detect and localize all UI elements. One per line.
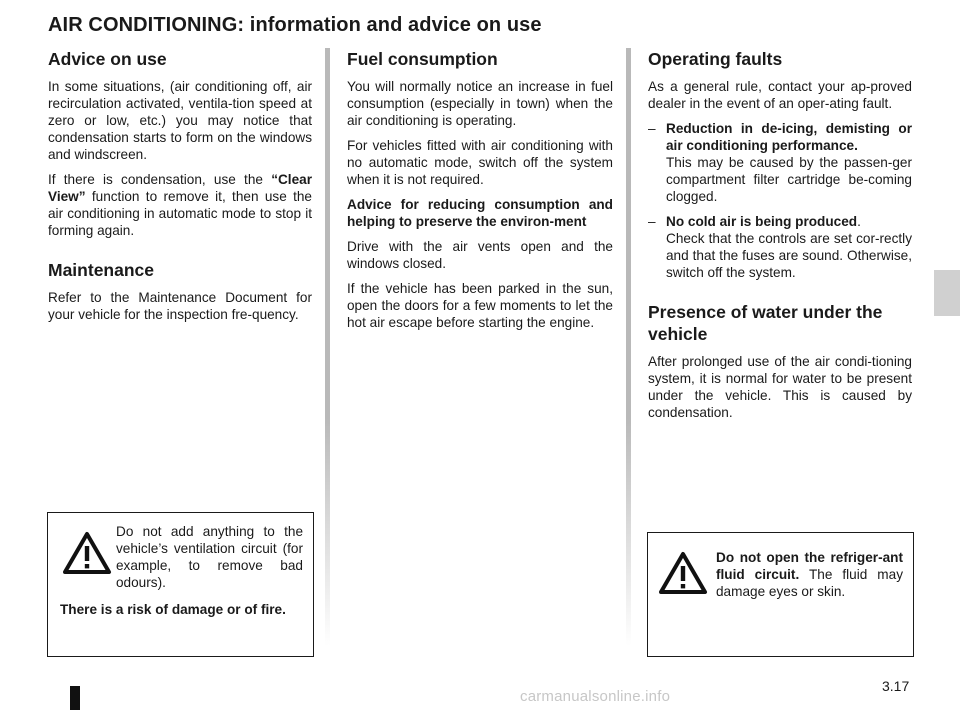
warning-text: Do not add anything to the vehicle’s ventilation circuit (for example, to remove bad odours). (116, 524, 303, 590)
warning-box-ventilation (47, 512, 314, 657)
column-divider (626, 48, 631, 646)
maintenance-heading: Maintenance (48, 260, 154, 280)
fault-item-text: This may be caused by the passen-ger compartment filter cartridge be-coming clogged. (666, 155, 912, 204)
fault-item-title: No cold air is being produced (666, 214, 858, 229)
fuel-paragraph-5: If the vehicle has been parked in the sun, open the doors for a few moments to let the hot air escape before starting the engine. (347, 281, 613, 330)
warning-triangle-icon (62, 531, 112, 575)
advice-paragraph-2 (48, 171, 312, 239)
warning-text-bold: There is a risk of damage or of fire. (60, 602, 286, 617)
maintenance-paragraph: Refer to the Maintenance Document for your vehicle for the inspection fre-quency. (48, 290, 312, 322)
advice-paragraph-1: In some situations, (air conditioning off, air recirculation activated, ventila-tion speed at zero or low, etc.) you may notice that condensation starts to form on the windows and windscreen. (48, 79, 312, 162)
water-heading: Presence of water under the vehicle (648, 302, 883, 344)
fuel-advice-bold: Advice for reducing consumption and helping to preserve the environ-ment (347, 197, 613, 229)
page-marker-bar (70, 686, 80, 710)
page-title: AIR CONDITIONING: information and advice on use (48, 14, 542, 36)
fault-item-punct: . (857, 214, 861, 229)
advice-p2-text-b: function to remove it, then use the air conditioning in automatic mode to stop it forming again. (48, 189, 312, 238)
column-divider (325, 48, 330, 646)
watermark-text: carmanualsonline.info (520, 688, 671, 705)
warning-text (716, 549, 903, 600)
dash-bullet: – (648, 121, 656, 136)
fault-item-text: Check that the controls are set cor-rectly and that the fuses are sound. Otherwise, switch off the system. (666, 231, 912, 280)
warning-text-bold: Do not open the refriger-ant fluid circuit. (716, 550, 903, 582)
dash-bullet: – (648, 214, 656, 229)
column-middle (347, 48, 613, 339)
warning-triangle-icon (658, 551, 708, 595)
fault-item (648, 213, 912, 281)
page-number: 3.17 (882, 678, 910, 694)
fuel-paragraph-2: For vehicles fitted with air conditioning with no automatic mode, switch off the system when it is not required. (347, 138, 613, 187)
warning-text-normal: The fluid may damage eyes or skin. (716, 567, 903, 599)
clear-view-label: “Clear View” (48, 172, 312, 204)
fuel-paragraph-4: Drive with the air vents open and the windows closed. (347, 239, 613, 271)
fault-item-title: Reduction in de-icing, demisting or air conditioning performance. (666, 121, 912, 153)
faults-heading: Operating faults (648, 49, 783, 69)
warning-box-refrigerant (647, 532, 914, 657)
water-paragraph: After prolonged use of the air condi-tioning system, it is normal for water to be present under the vehicle. This is caused by condensation. (648, 354, 912, 420)
advice-p2-text-a: If there is condensation, use the (48, 172, 272, 187)
fuel-paragraph-1: You will normally notice an increase in fuel consumption (especially in town) when the air conditioning is operating. (347, 79, 613, 128)
column-left (48, 48, 312, 331)
fault-item (648, 120, 912, 205)
column-right (648, 48, 912, 429)
chapter-tab (934, 270, 960, 316)
advice-heading: Advice on use (48, 49, 167, 69)
fuel-heading: Fuel consumption (347, 49, 498, 69)
faults-paragraph-1: As a general rule, contact your ap-proved dealer in the event of an oper-ating fault. (648, 79, 912, 111)
